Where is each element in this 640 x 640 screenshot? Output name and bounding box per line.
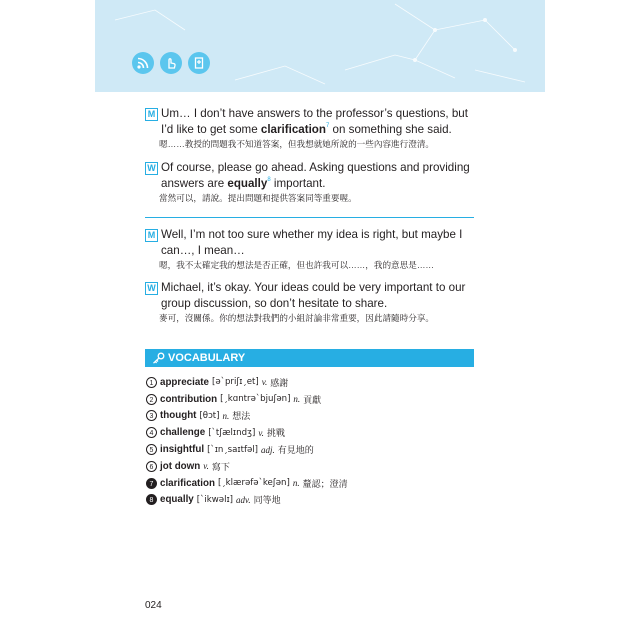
english-line: Um… I don’t have answers to the professor’s questions, but I’d like to get some clarification$^7$ on something she said.	[161, 107, 468, 136]
item-number: 3	[146, 410, 157, 421]
speaker-badge: W	[145, 282, 158, 295]
chinese-translation: 嗯……教授的問題我不知道答案，但我想就她所說的一些內容進行澄清。	[159, 139, 435, 149]
meaning: 有見地的	[277, 445, 314, 456]
mode-icons	[132, 52, 210, 74]
banner-pattern	[95, 0, 545, 92]
meaning: 釐認；澄清	[302, 478, 348, 489]
speaker-badge: W	[145, 162, 158, 175]
english-line: Well, I’m not too sure whether my idea is right, but maybe I can…, I mean…	[161, 228, 463, 257]
meaning: 貢獻	[303, 394, 322, 405]
item-number: 6	[146, 461, 157, 472]
vocab-ref: 7	[325, 122, 330, 129]
vocab-item	[146, 492, 476, 509]
vocabulary-title: VOCABULARY	[168, 352, 246, 364]
part-of-speech: v.	[203, 461, 209, 472]
dialogue-line	[145, 106, 475, 150]
pronunciation: [ˋtʃælɪndʒ]	[208, 427, 256, 438]
vocab-word: contribution	[160, 393, 218, 405]
meaning: 挑戰	[266, 428, 285, 439]
vocab-item	[146, 441, 476, 458]
pronunciation: [ˋikwəlɪ]	[196, 494, 234, 505]
vocabulary-list	[146, 374, 476, 508]
part-of-speech: v.	[258, 427, 264, 438]
speaker-badge: M	[145, 229, 158, 242]
item-number: 5	[146, 444, 157, 455]
pronunciation: [ˏkɑntrəˋbjuʃən]	[220, 394, 291, 405]
english-line: Of course, please go ahead. Asking questions and providing answers are equally$^8$ important.	[161, 161, 470, 190]
item-number: 1	[146, 377, 157, 388]
vocab-item	[146, 374, 476, 391]
vocab-word: clarification	[160, 477, 215, 489]
part-of-speech: n.	[222, 410, 230, 421]
vocab-word: jot down	[160, 460, 201, 472]
keyword: equally	[227, 176, 268, 190]
vocabulary-header	[145, 349, 474, 367]
vocab-item	[146, 424, 476, 441]
header-banner	[95, 0, 545, 92]
part-of-speech: v.	[261, 377, 268, 388]
section-divider	[145, 217, 474, 218]
chinese-translation: 當然可以，請說。提出問題和提供答案同等重要喔。	[159, 193, 357, 203]
vocab-item	[146, 475, 476, 492]
vocab-item	[146, 391, 476, 408]
vocab-word: insightful	[160, 444, 205, 456]
english-line: Michael, it’s okay. Your ideas could be very important to our group discussion, so don’t hesitate to share.	[161, 281, 466, 310]
keyword: clarification	[260, 122, 326, 136]
vocab-word: thought	[160, 410, 197, 422]
item-number: 2	[146, 394, 157, 405]
chinese-translation: 麥可，沒關係。你的想法對我們的小組討論非常重要，因此請隨時分享。	[159, 313, 435, 323]
speaker-badge: M	[145, 108, 158, 121]
pronunciation: [θɔt]	[199, 410, 220, 421]
vocab-ref: 8	[267, 176, 271, 183]
vocab-word: appreciate	[160, 376, 210, 388]
part-of-speech: adv.	[236, 494, 251, 505]
part-of-speech: adj.	[261, 444, 275, 455]
meaning: 同等地	[253, 495, 281, 506]
vocab-word: equally	[160, 494, 194, 506]
listening-icon	[132, 52, 154, 74]
meaning: 想法	[232, 411, 251, 422]
pronunciation: [əˋpriʃɪˏet]	[212, 377, 259, 388]
dialogue-line	[145, 280, 475, 324]
document-icon	[188, 52, 210, 74]
vocab-word: challenge	[160, 427, 206, 439]
dialogue-line	[145, 227, 475, 271]
item-number: 4	[146, 427, 157, 438]
part-of-speech: n.	[292, 478, 300, 489]
touch-icon	[160, 52, 182, 74]
key-icon	[152, 352, 165, 364]
chinese-translation: 嗯，我不太確定我的想法是否正確，但也許我可以……，我的意思是……	[159, 260, 435, 270]
dialogue-line	[145, 160, 475, 204]
meaning: 寫下	[211, 461, 230, 472]
item-number: 8	[146, 494, 157, 505]
pronunciation: [ˋɪnˏsaɪtfəl]	[207, 444, 259, 455]
page-number: 024	[145, 600, 162, 611]
meaning: 感謝	[270, 377, 289, 388]
item-number: 7	[146, 478, 157, 489]
vocab-item	[146, 458, 476, 475]
pronunciation: [ˏklærəfəˋkeʃən]	[218, 478, 290, 489]
part-of-speech: n.	[293, 394, 301, 405]
vocab-item	[146, 408, 476, 425]
